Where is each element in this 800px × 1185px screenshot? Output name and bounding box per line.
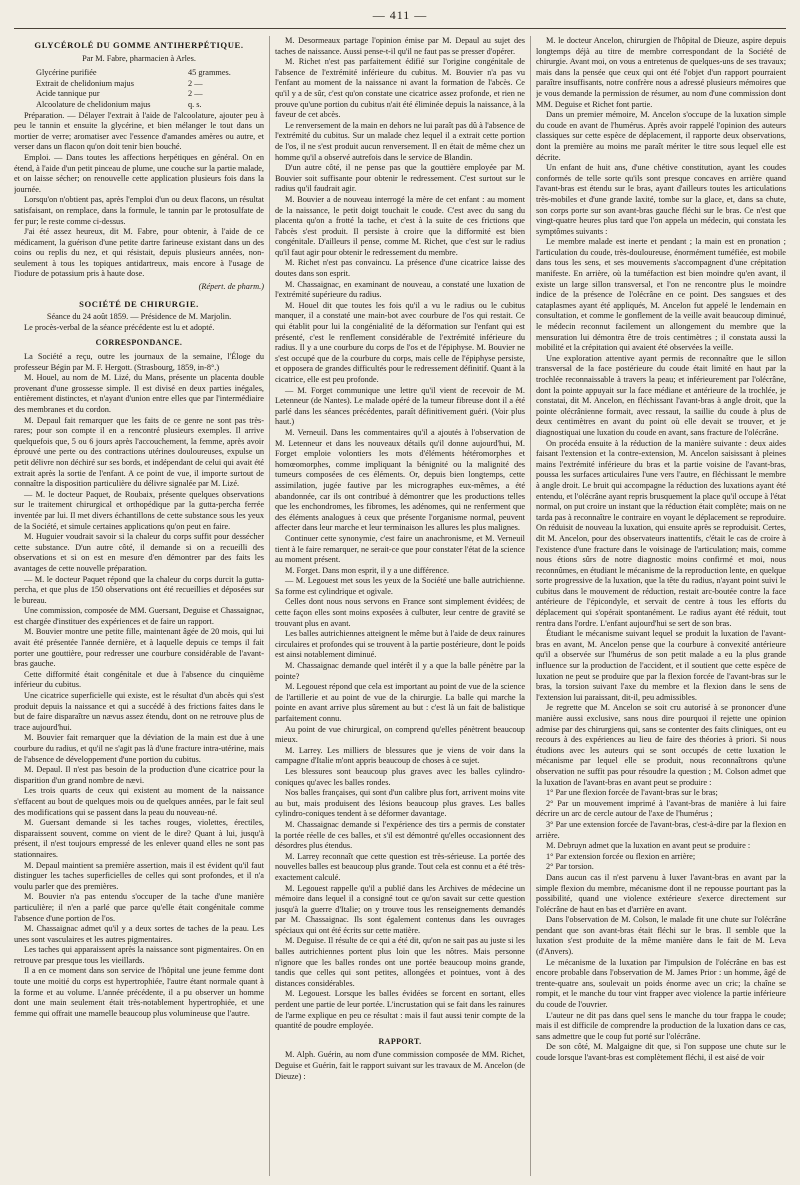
page-number: — 411 — bbox=[372, 8, 428, 22]
paragraph: Au point de vue chirurgical, on comprend qu'elles pénètrent beaucoup mieux. bbox=[275, 724, 525, 745]
paragraph: L'auteur ne dit pas dans quel sens le manche du tour frappa le coude; mais il est difficile de comprendre la production de la luxation dans ce cas, sans admettre que le coup fut porté sur l'olécrâne. bbox=[536, 1010, 786, 1041]
paragraph: M. Debruyn admet que la luxation en avant peut se produire : bbox=[546, 841, 751, 851]
paragraph: 2° Par torsion. bbox=[546, 862, 594, 872]
paragraph: Le mécanisme de la luxation par l'impulsion de l'olécrâne en bas est encore probable dans l'observation de M. James Prior : un homme, âgé de trente-quatre ans, soulevait un poids énorme avec un cric; la chaîne se rompit, et le manche du tour vint frapper avec violence la partie inférieure du coude de l'ouvrier. bbox=[536, 957, 786, 1010]
paragraph: Dans un premier mémoire, M. Ancelon s'occupe de la luxation simple du coude en avant de l'humérus. Après avoir rappelé l'opinion des auteurs classiques sur cette espèce de déplacement, il rapporte deux observations, dont la première au moins me paraît mériter le titre sous lequel elle est décrite. bbox=[536, 110, 786, 162]
paragraph: On procéda ensuite à la réduction de la manière suivante : deux aides faisant l'extension et la contre-extension, M. Ancelon saisissant à pleines mains l'extrémité inférieure du bras et la partie voisine de l'avant-bras, poussa les surfaces articulaires l'une vers l'autre, en fléchissant le membre à angle droit. Le bruit qui accompagne la réduction des luxations ayant été entendu, et l'olécrâne ayant repris brusquement la place qu'il occupe à l'état normal, on put croire un instant que la réduction était complète; mais on ne tarda pas à reconnaître le contraire en voyant le déplacement se reproduire. On réduisit de nouveau la luxation, qui ensuite après se reproduisit. Certes, dit M. Ancelon, pour des observateurs inattentifs, c'était le cas de croire à l'existence d'une fracture dans le voisinage de l'articulation; mais, comme nous étions sûrs de notre diagnostic moins confirmé et moi, nous reconnûmes, en étudiant le mécanisme de la reproduction lente, en quelque sorte progressive de la luxation, que la tête du radius, n'ayant point suivi le cubitus dans le mouvement de réduction, restait arc-boutée contre la face antérieure de l'épicondyle, et servait de centre à tous les efforts du déplacement qui s'opérait spontanément. Le radius ayant été réduit, tout rentra dans l'ordre. L'enfant aujourd'hui se sert de son bras. bbox=[536, 438, 786, 628]
paragraph: J'ai été assez heureux, dit M. Fabre, pour obtenir, à l'aide de ce médicament, la guérison d'une petite dartre farineuse existant dans un des coins ou replis du nez, et qui résistait, depuis plusieurs années, non-seulement à tous les topiques antidartreux, mais encore à l'usage de l'iodure de potassium pris à haute dose. bbox=[14, 227, 264, 279]
paragraph: Étudiant le mécanisme suivant lequel se produit la luxation de l'avant-bras en avant, M. Ancelon pense que la courbure à convexité antérieure qu'il a observée sur l'humérus de son petit malade a eu la plus grande influence sur la production de l'accident, et il soutient que cette espèce de luxation ne peut se produire que par la flexion forcée de l'avant-bras sur le bras, la torsion suivant l'axe du membre et la flexion dans le sens de l'extension lui paraissant, dit-il, peu admissibles. bbox=[536, 629, 786, 702]
article-title: GLYCÉROLÉ DU GOMME ANTIHERPÉTIQUE. bbox=[34, 40, 244, 50]
article-author: Par M. Fabre, pharmacien à Arles. bbox=[82, 53, 196, 63]
subsection-title: CORRESPONDANCE. bbox=[95, 338, 183, 348]
paragraph: M. Huguier voudrait savoir si la chaleur du corps suffit pour dessécher cette substance. D'un autre côté, il demande si on a recueilli des observations et si on est en mesure d'en démontrer par des faits les avantages de cette nouvelle préparation. bbox=[14, 532, 264, 573]
paragraph: Les taches qui apparaissent après la naissance sont pigmentaires. On en retrouve par presque tous les vieillards. bbox=[14, 945, 264, 965]
paragraph: Préparation. — Délayer l'extrait à l'aide de l'alcoolature, ajouter peu à peu le tannin et ensuite la glycérine, et bien mélanger le tout dans un mortier de verre; aromatiser avec l'essence d'amandes amères ou autre, et verser dans un flacon qu'on doit tenir bien bouché. bbox=[14, 110, 264, 152]
paragraph: M. Bouvier a de nouveau interrogé la mère de cet enfant : au moment de la naissance, le petit doigt touchait le coude. C'est avec du sang du placenta qu'on a frotté la tache, et c'est à la suite de ces frictions que l'abcès s'est produit. Il persiste à croire que la difformité est bien congénitale. D'ailleurs il pense, comme M. Richet, que c'est sur le radius qu'il faut agir pour obtenir le redressement du membre. bbox=[275, 194, 525, 257]
paragraph: Je regrette que M. Ancelon se soit cru autorisé à se prononcer d'une manière aussi exclusive, sans nous dire pourquoi il rejette une opinion admise par des chirurgiens qui, sans se contenter des faits cliniques, ont eu recours à des expériences au lieu de faire des théories à priori. Si nous étudions avec les auteurs qui se sont occupés de cette luxation le mécanisme par lequel elle se produit, nous reconnaîtrons qu'une observation ne suffit pas pour résoudre la question ; M. Colson admet que la luxation de l'avant-bras en avant peut se produire : bbox=[536, 703, 786, 787]
ingredient-qty: 45 grammes. bbox=[188, 68, 231, 78]
paragraph: Une exploration attentive ayant permis de reconnaître que le sillon transversal de la face postérieure du coude était limité en haut par la trochlée reconnaissable à travers la peau; et inférieurement par l'olécrâne, dont la pointe appuyait sur la face médiane et antérieure de la trochlée, je constatai, dit M. Ancelon, en fléchissant l'avant-bras à angle droit, que la pointe olécrânienne formait, avec ressaut, la saillie du coude à plus de deux centimètres en avant du point où elle devait se trouver, et je diagnostiquai une luxation du coude en avant, sans fracture de l'olécrâne. bbox=[536, 353, 786, 437]
paragraph: — M. le docteur Paquet répond que la chaleur du corps durcit la gutta-percha, et que plus de 150 observations ont été recueillies et déposées sur le bureau. bbox=[14, 574, 264, 605]
paragraph: M. Legouest. Lorsque les balles évidées se forcent en sortant, elles perdent une partie de leur portée. L'incrustation qui se fait dans les rainures de l'arme explique en peu ce résultat : mais il faut aussi tenir compte de la quantité de poudre employée. bbox=[275, 989, 525, 1031]
paragraph: M. Depaul fait remarquer que les faits de ce genre ne sont pas très-rares; pour son compte il en a rencontré plusieurs exemples. Il arrive quelquefois que, 5 ou 6 jours après l'accouchement, la femme, après avoir éprouvé une perte ou des contractions utérines douloureuses, expulse un petit délivre non déchiré sur ses bords, et indépendant de celui qui avait été extrait après la sortie de l'enfant. A ce point de vue, il importe surtout de connaître la disposition particulière du délivre signalée par M. Lizé. bbox=[14, 415, 264, 489]
paragraph: Lorsqu'on n'obtient pas, après l'emploi d'un ou deux flacons, un résultat satisfaisant, on remplace, dans la formule, le tannin par le protosulfate de fer pur; le reste comme ci-dessus. bbox=[14, 195, 264, 226]
paragraph: M. Alph. Guérin, au nom d'une commission composée de MM. Richet, Deguise et Guérin, fait le rapport suivant sur les travaux de M. Ancelon (de Dieuze) : bbox=[275, 1050, 525, 1081]
paragraph: M. Chassaignac demande si l'expérience des tirs a permis de constater la portée réelle de ces balles, et s'il est démontré qu'elles occasionnent des désordres plus étendus. bbox=[275, 819, 525, 851]
subsection-title: RAPPORT. bbox=[378, 1036, 422, 1046]
paragraph: Le membre malade est inerte et pendant ; la main est en pronation ; l'articulation du coude, très-douloureuse, énormément tuméfiée, est mobile dans tous les sens, et ses mouvements s'accompagnent d'une crépitation manifeste. En arrière, où la tuméfaction est bien moindre qu'en avant, il existe un large sillon transversal, et l'on ne rencontre plus le moindre indice de la présence de l'olécrâne en ce point. Des sangsues et des cataplasmes ayant été appliqués, M. Ancelon fut appelé le lendemain en consultation, et comme le gonflement de la veille avait beaucoup diminué, le médecin reconnut facilement un allongement du membre que la mensuration lui démontra être de trois centimètres ; il constata aussi la mobilité et la crépitation qui avaient été observées la veille. bbox=[536, 237, 786, 353]
paragraph: M. Bouvier fait remarquer que la déviation de la main est due à une courbure du radius, et qu'il ne s'agit pas là d'une fracture intra-utérine, mais de l'absence de développement d'une portion du cubitus. bbox=[14, 733, 264, 764]
paragraph: M. Verneuil. Dans les commentaires qu'il a ajoutés à l'observation de M. Letenneur et dans les nouveaux détails qu'il donne aujourd'hui, M. Forget emploie volontiers les mots d'éléments hétéromorphes et homœomorphes, comme impliquant la bénignité ou la malignité des tumeurs composées de ces éléments. Or, depuis bien longtemps, cette assimilation, jugée fautive par les micrographes eux-mêmes, a été abandonnée, car ils ont contribué à démontrer que les productions telles que les enchondromes, les fibromes, les adénomes, qui ne renferment que des éléments analogues à ceux que présente l'organisme normal, peuvent affecter dans leur marche et leur terminaison les allures les plus malignes. bbox=[275, 427, 525, 533]
paragraph: — M. le docteur Paquet, de Roubaix, présente quelques observations sur le traitement chirurgical et orthopédique par la gutta-percha ferrée inventée par lui. Il met divers échantillons de cette substance sous les yeux de la Société, et simule certaines applications qu'on peut en faire. bbox=[14, 489, 264, 531]
paragraph: Le procès-verbal de la séance précédente est lu et adopté. bbox=[24, 322, 215, 332]
paragraph: Un enfant de huit ans, d'une chétive constitution, ayant les coudes conformés de telle sorte qu'ils sont presque concaves en arrière quand l'avant-bras est étendu sur le bras, ayant d'ailleurs toutes les articulations très-mobiles et d'une grande laxité, tombe sur la glace, et, dans sa chute, son corps porte sur son avant-bras gauche fléchi sur le bras. Ce n'est que vingt-quatre heures plus tard que l'on appela un médecin, qui constata les symptômes suivants : bbox=[536, 163, 786, 236]
paragraph: M. Bouvier n'a pas entendu s'occuper de la tache d'une manière particulière; il n'en a parlé que parce qu'elle était congénitale comme l'absence d'une portion de l'os. bbox=[14, 892, 264, 923]
paragraph: 1° Par une flexion forcée de l'avant-bras sur le bras; bbox=[546, 788, 718, 798]
section-title: SOCIÉTÉ DE CHIRURGIE. bbox=[79, 298, 199, 309]
paragraph: Le renversement de la main en dehors ne lui paraît pas dû à l'absence de l'extrémité du cubitus. Sur un malade chez lequel il a extrait cette portion de l'os, il ne s'est produit aucun renversement. Il en était de même chez un homme qu'il a observé autrefois dans le service de Blandin. bbox=[275, 120, 525, 162]
column-1 bbox=[14, 36, 264, 1176]
paragraph: M. Bouvier montre une petite fille, maintenant âgée de 20 mois, qui lui avait été présentée l'année dernière, et à laquelle depuis ce temps il fait porter une gouttière, pour redresser une courbure considérable de l'avant-bras gauche. bbox=[14, 627, 264, 669]
paragraph: Emploi. — Dans toutes les affections herpétiques en général. On en étend, à l'aide d'un petit pinceau de plume, une couche sur la partie malade, et on laisse sécher; on renouvelle cette application plusieurs fois dans la journée. bbox=[14, 152, 264, 194]
paragraph: 3° Par une extension forcée de l'avant-bras, c'est-à-dire par la flexion en arrière. bbox=[536, 819, 786, 840]
paragraph: 2° Par un mouvement imprimé à l'avant-bras de manière à lui faire décrire un arc de cercle autour de l'axe de l'humérus ; bbox=[536, 798, 786, 819]
recipe-line bbox=[14, 68, 264, 79]
paragraph: M. Richet n'est pas convaincu. La présence d'une cicatrice laisse des doutes dans son esprit. bbox=[275, 258, 525, 279]
paragraph: M. Desormeaux partage l'opinion émise par M. Depaul au sujet des taches de naissance. Aussi pense-t-il qu'il ne faut pas se presser d'opérer. bbox=[275, 36, 525, 56]
paragraph: M. Houel, au nom de M. Lizé, du Mans, présente un placenta double provenant d'une grossesse simple. Il est divisé en deux parties inégales, entièrement distinctes, et n'ayant d'union entre elles que par l'intermédiaire des membranes et du cordon. bbox=[14, 373, 264, 414]
column-divider bbox=[530, 36, 531, 1176]
paragraph: M. Guersant demande si les taches rouges, violettes, érectiles, disparaissent souvent, comme on vient de le dire? Quant à lui, jusqu'à présent, il n'est toujours empressé de les enlever quand elles ne sont pas stationnaires. bbox=[14, 818, 264, 859]
paragraph: M. Legouest répond que cela est important au point de vue de la science de l'artillerie et au point de vue de la chirurgie. La balle qui marche la pointe en avant arrive plus sûrement au but : c'est là un fait de balistique parfaitement connu. bbox=[275, 682, 525, 723]
paragraph: D'un autre côté, il ne pense pas que la gouttière employée par M. Bouvier soit suffisante pour obtenir le redressement. C'est surtout sur le radius qu'il faudrait agir. bbox=[275, 163, 525, 194]
paragraph: Dans aucun cas il n'est parvenu à luxer l'avant-bras en avant par la simple flexion du membre, mécanisme dont il ne repousse pourtant pas la possibilité, quand une violence extérieure s'exerce directement sur l'olécrâne de haut en bas et d'arrière en avant. bbox=[536, 872, 786, 914]
header-rule bbox=[14, 28, 786, 29]
paragraph: Il a en ce moment dans son service de l'hôpital une jeune femme dont toute une moitié du corps est hypertrophiée, l'autre étant normale quant à la forme et au volume. L'année précédente, il a pu observer un homme dont une main seulement était très-notablement hypertrophiée, et une femme qui offrait une mamelle beaucoup plus volumineuse que l'autre. bbox=[14, 966, 264, 1018]
paragraph: M. Richet n'est pas parfaitement édifié sur l'origine congénitale de l'absence de l'extrémité inférieure du cubitus. M. Bouvier n'a pas vu l'enfant au moment de la naissance ni avant la formation de l'abcès. Ce qu'il y a de sûr, c'est qu'on constate une cicatrice assez profonde, et rien ne prouve qu'une portion du cubitus n'ait été éliminée depuis la naissance, à la faveur de cet abcès. bbox=[275, 57, 525, 120]
columns bbox=[14, 36, 786, 1176]
ingredient-name: Glycérine purifiée bbox=[36, 68, 97, 78]
ingredient-name: Extrait de chelidonium majus bbox=[36, 78, 134, 88]
column-3 bbox=[536, 36, 786, 1176]
paragraph: M. Depaul. Il n'est pas besoin de la production d'une cicatrice pour la disparition d'un grand nombre de nævi. bbox=[14, 765, 264, 785]
paragraph: M. Depaul maintient sa première assertion, mais il est évident qu'il faut distinguer les taches superficielles de celles qui sont profondes, et il n'a voulu parler que des premières. bbox=[14, 860, 264, 891]
paragraph: Cette difformité était congénitale et due à l'absence du cinquième inférieur du cubitus. bbox=[14, 669, 264, 690]
paragraph: Les blessures sont beaucoup plus graves avec les balles cylindro-coniques qu'avec les balles rondes. bbox=[275, 766, 525, 787]
ingredient-name: Acide tannique pur bbox=[36, 89, 100, 99]
ingredient-qty: q. s. bbox=[188, 99, 202, 109]
paragraph: M. Houel dit que toutes les fois qu'il a vu le radius ou le cubitus manquer, il a constaté une main-bot avec courbure de l'os qui restait. Ce qui établit pour lui la congénialité de la déformation sur l'enfant qui est présenté, c'est le renflement considérable de l'extrémité inférieure du radius. Il y a une courbure du corps de l'os et de l'épiphyse. M. Bouvier ne s'est occupé que de la courbure du corps, mais celle de l'épiphyse persiste, et opposera de grandes difficultés pour le redressement définitif. Quant à la cicatrice, elle est peu profonde. bbox=[275, 300, 525, 384]
ingredient-qty: 2 — bbox=[188, 78, 203, 88]
column-2 bbox=[275, 36, 525, 1176]
paragraph: 1° Par extension forcée ou flexion en arrière; bbox=[546, 851, 696, 861]
paragraph: La Société a reçu, outre les journaux de la semaine, l'Éloge du professeur Bégin par M. F. Hergott. (Strasbourg, 1859, in-8°.) bbox=[14, 352, 264, 372]
paragraph: Les balles autrichiennes atteignent le même but à l'aide de deux rainures circulaires et profondes qui se trouvent à la partie postérieure, dont le poids est ainsi notablement diminué. bbox=[275, 629, 525, 660]
paragraph: M. Chassaignac admet qu'il y a deux sortes de taches de la peau. Les unes sont vasculaires et les autres pigmentaires. bbox=[14, 924, 264, 944]
paragraph: Nos balles françaises, qui sont d'un calibre plus fort, arrivent moins vite au but, mais produisent des lésions beaucoup plus graves. Les balles cylindro-coniques tendent à se déformer davantage. bbox=[275, 788, 525, 819]
paragraph: Une cicatrice superficielle qui existe, est le résultat d'un abcès qui s'est produit depuis la naissance et qui a succédé à des frictions faites dans le but de faire disparaître un nævus assez étendu, dont on ne retrouve plus de trace aujourd'hui. bbox=[14, 691, 264, 732]
recipe-line bbox=[14, 89, 264, 100]
paragraph: M. Chassaignac, en examinant de nouveau, a constaté une luxation de l'extrémité supérieure du radius. bbox=[275, 279, 525, 300]
paragraph: M. Larrey reconnaît que cette question est très-sérieuse. La portée des nouvelles balles est beaucoup plus grande. Tout cela est connu et a été très-exactement calculé. bbox=[275, 851, 525, 882]
paragraph: — M. Legouest met sous les yeux de la Société une balle autrichienne. Sa forme est cylindrique et ogivale. bbox=[275, 576, 525, 596]
ingredient-qty: 2 — bbox=[188, 89, 203, 99]
column-divider bbox=[269, 36, 270, 1176]
ingredient-name: Alcoolature de chelidonium majus bbox=[36, 99, 151, 109]
paragraph: M. Deguise. Il résulte de ce qui a été dit, qu'on ne sait pas au juste si les balles autrichiennes portent plus loin que les nôtres. Mais personne n'ignore que les balles rondes ont une portée beaucoup moins grande, tandis que celles qui sont petites, allongées et pointues, vont à des distances considérables. bbox=[275, 936, 525, 988]
paragraph: Celles dont nous nous servons en France sont simplement évidées; de cette façon elles sont moins exposées à culbuter, leur centre de gravité se trouvant plus en avant. bbox=[275, 597, 525, 628]
paragraph: Une commission, composée de MM. Guersant, Deguise et Chassaignac, est chargée d'instituer des expériences et de faire un rapport. bbox=[14, 606, 264, 626]
paragraph: M. le docteur Ancelon, chirurgien de l'hôpital de Dieuze, aspire depuis longtemps déjà au titre de membre correspondant de la Société de chirurgie. Avant moi, on vous a entretenus de quelques-uns de ses travaux; mais dans la pensée que ceux qui ont été l'objet d'un rapport pourraient paraître insuffisants, notre confrère nous a adressé plusieurs mémoires que je vous demande la permission de résumer, au nom d'une commission dont MM. Deguise et Richet font partie. bbox=[536, 36, 786, 109]
paragraph: M. Larrey. Les milliers de blessures que je viens de voir dans la campagne d'Italie m'ont appris beaucoup de choses à ce sujet. bbox=[275, 745, 525, 766]
paragraph: M. Chassaignac demande quel intérêt il y a que la balle pénètre par la pointe? bbox=[275, 661, 525, 681]
paragraph: M. Legouest rappelle qu'il a publié dans les Archives de médecine un mémoire dans lequel il a consigné tout ce qu'on savait sur cette question jusqu'à la guerre d'Italie; on y trouve tous les renseignements demandés par M. Chassaignac. Ils sont également contenus dans les ouvrages spéciaux qui ont été écrits sur cette matière. bbox=[275, 883, 525, 935]
recipe-line bbox=[14, 100, 264, 111]
seance-line: Séance du 24 août 1859. — Présidence de M. Marjolin. bbox=[46, 312, 232, 322]
paragraph: Les trois quarts de ceux qui existent au moment de la naissance s'effacent au bout de quelques mois ou de quelques années, par le fait seul des modifications qui se passent dans la peau du nouveau-né. bbox=[14, 786, 264, 817]
paragraph: Continuer cette synonymie, c'est faire un anachronisme, et M. Verneuil tient à le faire remarquer, ne serait-ce que pour constater l'état de la science au moment présent. bbox=[275, 533, 525, 565]
paragraph: Dans l'observation de M. Colson, le malade fit une chute sur l'olécrâne pendant que son avant-bras était fléchi sur le bras. Il semble que la luxation s'est produite de la même manière dans le fait de M. Leva (d'Anvers). bbox=[536, 915, 786, 957]
paragraph: De son côté, M. Malgaigne dit que, si l'on suppose une chute sur le coude lorsque l'avant-bras est complètement fléchi, il est aisé de voir bbox=[536, 1042, 786, 1062]
paragraph: M. Forget. Dans mon esprit, il y a une différence. bbox=[285, 565, 449, 575]
recipe-line bbox=[14, 79, 264, 90]
paragraph: — M. Forget communique une lettre qu'il vient de recevoir de M. Letenneur (de Nantes). Le malade opéré de la tumeur fibreuse dont il a été parlé dans les séances précédentes, paraît définitivement guéri. (Voir plus haut.) bbox=[275, 385, 525, 427]
source-citation: (Répert. de pharm.) bbox=[198, 282, 264, 292]
